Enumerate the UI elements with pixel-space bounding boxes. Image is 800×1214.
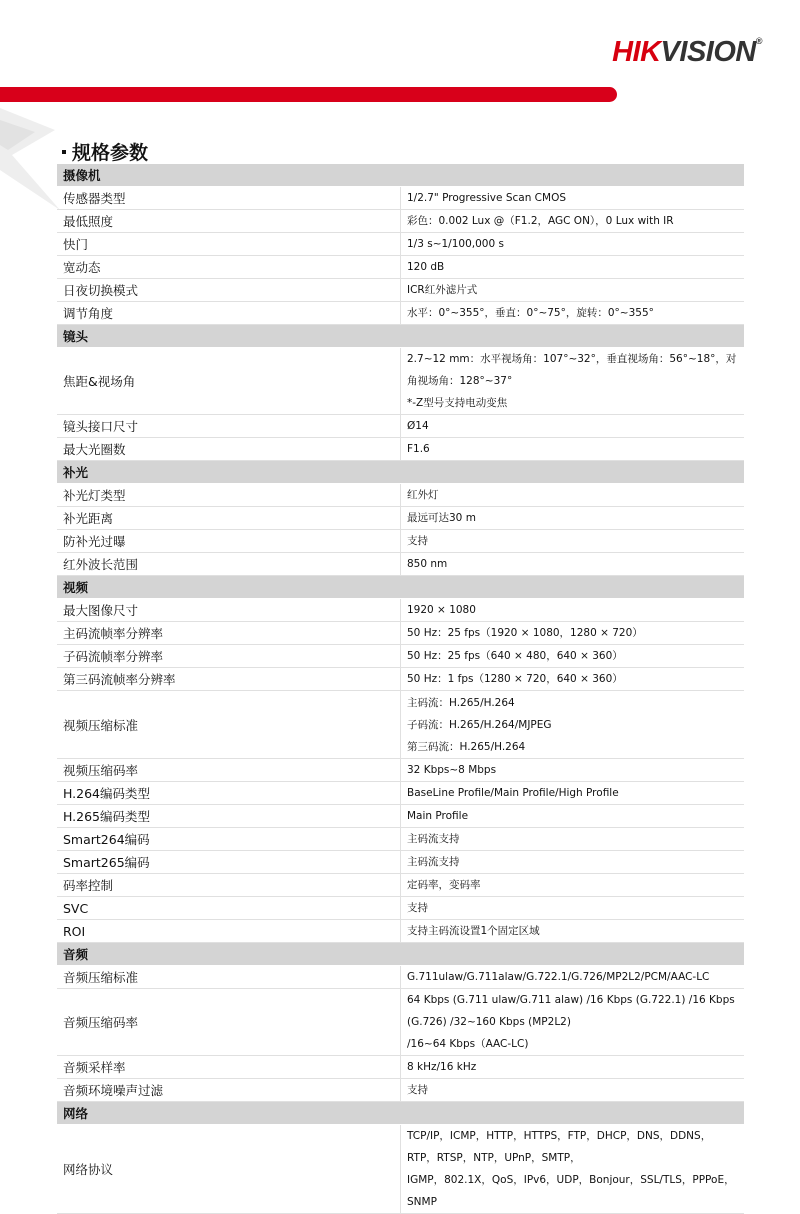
spec-value — [401, 210, 745, 233]
table-row — [57, 874, 744, 897]
spec-value-line: TCP/IP，ICMP，HTTP，HTTPS，FTP，DHCP，DNS，DDNS，RTP，RTSP，NTP，UPnP，SMTP， — [407, 1130, 712, 1164]
spec-value-line: 32 Kbps~8 Mbps — [407, 764, 497, 776]
table-row — [57, 759, 744, 782]
spec-value — [401, 805, 745, 828]
section-title: 音频 — [57, 943, 744, 966]
table-row — [57, 279, 744, 302]
table-row — [57, 210, 744, 233]
bullet-icon — [62, 150, 66, 154]
spec-value — [401, 187, 745, 210]
spec-value — [401, 759, 745, 782]
spec-value-line: 8 kHz/16 kHz — [407, 1061, 477, 1073]
spec-value — [401, 256, 745, 279]
table-row — [57, 530, 744, 553]
table-row — [57, 1079, 744, 1102]
spec-label: 最大光圈数 — [57, 438, 401, 461]
spec-value-line: /16~64 Kbps（AAC-LC) — [407, 1038, 529, 1050]
table-row — [57, 989, 744, 1056]
table-row — [57, 484, 744, 507]
spec-value-line: ICR红外滤片式 — [407, 284, 478, 296]
section-header — [57, 943, 744, 966]
table-row — [57, 348, 744, 415]
spec-value — [401, 348, 745, 415]
spec-value-line: F1.6 — [407, 443, 430, 455]
spec-label: H.265编码类型 — [57, 805, 401, 828]
spec-label: 红外波长范围 — [57, 553, 401, 576]
table-row — [57, 553, 744, 576]
table-row — [57, 920, 744, 943]
table-row — [57, 805, 744, 828]
spec-label: 子码流帧率分辨率 — [57, 645, 401, 668]
spec-value — [401, 1125, 745, 1214]
spec-value — [401, 233, 745, 256]
spec-value-line: 850 nm — [407, 558, 448, 570]
table-row — [57, 897, 744, 920]
header-red-bar — [0, 87, 617, 102]
spec-label: 视频压缩码率 — [57, 759, 401, 782]
spec-value-line: 主码流支持 — [407, 856, 460, 868]
spec-value — [401, 851, 745, 874]
section-header — [57, 1102, 744, 1125]
spec-value-line: IGMP，802.1X，QoS，IPv6，UDP，Bonjour，SSL/TLS，PPPoE，SNMP — [407, 1174, 735, 1208]
section-header — [57, 325, 744, 348]
spec-value-line: 2.7~12 mm：水平视场角：107°~32°，垂直视场角：56°~18°，对角视场角：128°~37° — [407, 353, 737, 387]
spec-value-line: 第三码流：H.265/H.264 — [407, 740, 526, 753]
spec-value-line: 1/2.7" Progressive Scan CMOS — [407, 192, 567, 204]
spec-value — [401, 874, 745, 897]
spec-value-line: 支持 — [407, 1084, 428, 1096]
spec-value-line: 最远可达30 m — [407, 512, 476, 524]
spec-value — [401, 645, 745, 668]
spec-label: 音频压缩标准 — [57, 966, 401, 989]
spec-label: H.264编码类型 — [57, 782, 401, 805]
spec-value-line: 120 dB — [407, 261, 445, 273]
spec-value — [401, 415, 745, 438]
spec-label: 日夜切换模式 — [57, 279, 401, 302]
table-row — [57, 507, 744, 530]
table-row — [57, 691, 744, 759]
hikvision-logo: HIKVISION® — [612, 36, 762, 68]
spec-value-line: 主码流支持 — [407, 833, 460, 845]
spec-value — [401, 484, 745, 507]
section-header — [57, 576, 744, 599]
spec-value — [401, 828, 745, 851]
spec-label: 最低照度 — [57, 210, 401, 233]
spec-label: 码率控制 — [57, 874, 401, 897]
spec-label: Smart265编码 — [57, 851, 401, 874]
spec-label: 音频采样率 — [57, 1056, 401, 1079]
spec-value-line: 50 Hz：25 fps（640 × 480，640 × 360） — [407, 650, 623, 662]
spec-value-line: 红外灯 — [407, 489, 439, 501]
spec-label: ROI — [57, 920, 401, 943]
spec-value-line: 50 Hz：25 fps（1920 × 1080，1280 × 720） — [407, 627, 643, 639]
spec-label: 镜头接口尺寸 — [57, 415, 401, 438]
spec-label: 防补光过曝 — [57, 530, 401, 553]
spec-value-line: 子码流：H.265/H.264/MJPEG — [407, 718, 552, 731]
spec-label: 补光距离 — [57, 507, 401, 530]
spec-value — [401, 897, 745, 920]
spec-value-line: 支持主码流设置1个固定区域 — [407, 925, 540, 937]
spec-label: 传感器类型 — [57, 187, 401, 210]
spec-label: 第三码流帧率分辨率 — [57, 668, 401, 691]
spec-value — [401, 599, 745, 622]
spec-value-line: G.711ulaw/G.711alaw/G.722.1/G.726/MP2L2/PCM/AAC-LC — [407, 971, 710, 983]
spec-value — [401, 302, 745, 325]
section-title: 网络 — [57, 1102, 744, 1125]
spec-label: SVC — [57, 897, 401, 920]
table-row — [57, 668, 744, 691]
spec-label: 快门 — [57, 233, 401, 256]
spec-value-line: 定码率，变码率 — [407, 879, 481, 891]
spec-value-line: Main Profile — [407, 810, 469, 822]
table-row — [57, 622, 744, 645]
spec-value — [401, 530, 745, 553]
spec-label: 音频压缩码率 — [57, 989, 401, 1056]
spec-label: 网络协议 — [57, 1125, 401, 1214]
spec-value — [401, 279, 745, 302]
table-row — [57, 599, 744, 622]
table-row — [57, 302, 744, 325]
page-title: 规格参数 — [62, 138, 148, 165]
spec-value-line: *-Z型号支持电动变焦 — [407, 397, 508, 409]
section-title: 视频 — [57, 576, 744, 599]
spec-label: 调节角度 — [57, 302, 401, 325]
spec-value-line: 支持 — [407, 535, 428, 547]
spec-label: 视频压缩标准 — [57, 691, 401, 759]
spec-table — [57, 164, 744, 1214]
spec-value — [401, 668, 745, 691]
spec-value-line: Ø14 — [407, 420, 429, 432]
spec-value — [401, 989, 745, 1056]
spec-label: Smart264编码 — [57, 828, 401, 851]
table-row — [57, 233, 744, 256]
spec-value-line: 1/3 s~1/100,000 s — [407, 238, 504, 250]
section-title: 补光 — [57, 461, 744, 484]
table-row — [57, 966, 744, 989]
table-row — [57, 782, 744, 805]
section-title: 摄像机 — [57, 164, 744, 187]
spec-value-line: 主码流：H.265/H.264 — [407, 696, 515, 709]
section-title: 镜头 — [57, 325, 744, 348]
spec-value — [401, 691, 745, 759]
spec-value-line: 支持 — [407, 902, 428, 914]
spec-label: 焦距&视场角 — [57, 348, 401, 415]
table-row — [57, 415, 744, 438]
spec-value — [401, 507, 745, 530]
section-header — [57, 164, 744, 187]
spec-value-line: 水平：0°~355°，垂直：0°~75°，旋转：0°~355° — [407, 307, 654, 319]
spec-label: 音频环境噪声过滤 — [57, 1079, 401, 1102]
spec-value-line: 50 Hz：1 fps（1280 × 720，640 × 360） — [407, 673, 623, 685]
section-header — [57, 461, 744, 484]
table-row — [57, 438, 744, 461]
spec-value — [401, 438, 745, 461]
spec-value — [401, 622, 745, 645]
spec-value — [401, 966, 745, 989]
spec-label: 宽动态 — [57, 256, 401, 279]
table-row — [57, 828, 744, 851]
table-row — [57, 1125, 744, 1214]
spec-label: 最大图像尺寸 — [57, 599, 401, 622]
table-row — [57, 645, 744, 668]
table-row — [57, 187, 744, 210]
spec-value — [401, 553, 745, 576]
table-row — [57, 1056, 744, 1079]
spec-value — [401, 782, 745, 805]
spec-value-line: 64 Kbps (G.711 ulaw/G.711 alaw) /16 Kbps (G.722.1) /16 Kbps (G.726) /32~160 Kbps (MP2L2) — [407, 994, 735, 1028]
table-row — [57, 256, 744, 279]
spec-value-line: BaseLine Profile/Main Profile/High Profile — [407, 787, 619, 799]
spec-value — [401, 1079, 745, 1102]
spec-value-line: 彩色：0.002 Lux @（F1.2，AGC ON），0 Lux with IR — [407, 215, 674, 227]
table-row — [57, 851, 744, 874]
spec-value — [401, 920, 745, 943]
spec-value-line: 1920 × 1080 — [407, 604, 476, 616]
spec-label: 补光灯类型 — [57, 484, 401, 507]
spec-label: 主码流帧率分辨率 — [57, 622, 401, 645]
spec-value — [401, 1056, 745, 1079]
